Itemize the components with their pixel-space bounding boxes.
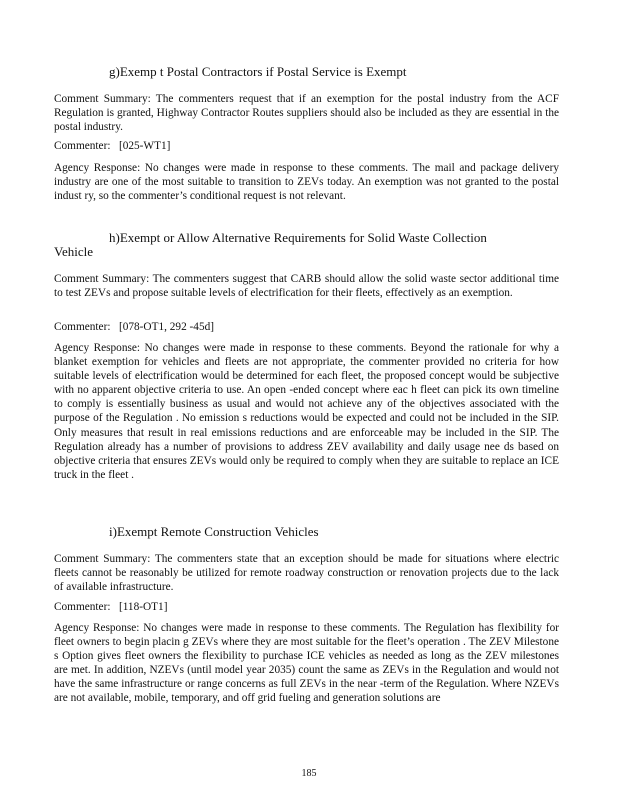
agency-response-i: Agency Response: No changes were made in response to these comments. The Regulation has flexibility for fleet owners to begin placin g ZEVs where they are most suitable for the fleet’s operation . The ZEV Milestone s Option gives fleet owners the flexibility to purchase ICE vehicles as needed as long as the ZEV milestones are met. In addition, NZEVs (until model year 2035) count the same as ZEVs in the Regulation and would not have the same infrastructure or range concerns as full ZEVs in the near -term of the Regulation. Where NZEVs are not available, mobile, temporary, and off grid fueling and generation solutions are bbox=[54, 622, 559, 705]
page-number: 185 bbox=[301, 768, 317, 779]
section-heading-i: i)Exempt Remote Construction Vehicles bbox=[109, 524, 319, 539]
section-heading-h: h)Exempt or Allow Alternative Requirements for Solid Waste Collection bbox=[109, 230, 487, 245]
agency-response-h: Agency Response: No changes were made in response to these comments. Beyond the rationale for why a blanket exemption for vehicles and fleets are not appropriate, the commenter provided no criteria for how suitable levels of electrification would be determined for each fleet, the proposed concept would be subjective with no apparent objective criteria to use. An open -ended concept where eac h fleet can pick its own timeline to comply is essentially business as usual and would not achieve any of the objectives associated with the purpose of the Regulation . No emission s reductions would be expected and could not be included in the SIP. Only measures that result in real emissions reductions and are enforceable may be included in the SIP. The Regulation already has a number of provisions to address ZEV availability and daily usage nee ds based on objective criteria that ensures ZEVs would only be required to comply when they are suitable to replace an ICE truck in the fleet . bbox=[54, 342, 559, 481]
commenter-i: Commenter: [118-OT1] bbox=[54, 601, 168, 613]
comment-summary-h: Comment Summary: The commenters suggest that CARB should allow the solid waste sector additional time to test ZEVs and propose suitable levels of electrification for their fleets, effectively as an exemption. bbox=[54, 273, 559, 300]
comment-summary-g: Comment Summary: The commenters request that if an exemption for the postal industry from the ACF Regulation is granted, Highway Contractor Routes suppliers should also be included as they are essential in the postal industry. bbox=[54, 93, 559, 134]
section-heading-h-continued: Vehicle bbox=[54, 244, 93, 259]
section-heading-g: g)Exemp t Postal Contractors if Postal Service is Exempt bbox=[109, 64, 407, 79]
commenter-h: Commenter: [078-OT1, 292 -45d] bbox=[54, 321, 215, 333]
agency-response-g: Agency Response: No changes were made in response to these comments. The mail and package delivery industry are one of the most suitable to transition to ZEVs today. An exemption was not granted to the postal indust ry, so the commenter’s conditional request is not relevant. bbox=[54, 162, 559, 203]
commenter-g: Commenter: [025-WT1] bbox=[54, 140, 171, 152]
comment-summary-i: Comment Summary: The commenters state that an exception should be made for situations where electric fleets cannot be reasonably be utilized for remote roadway construction or renovation projects due to the lack of available infrastructure. bbox=[54, 553, 559, 594]
